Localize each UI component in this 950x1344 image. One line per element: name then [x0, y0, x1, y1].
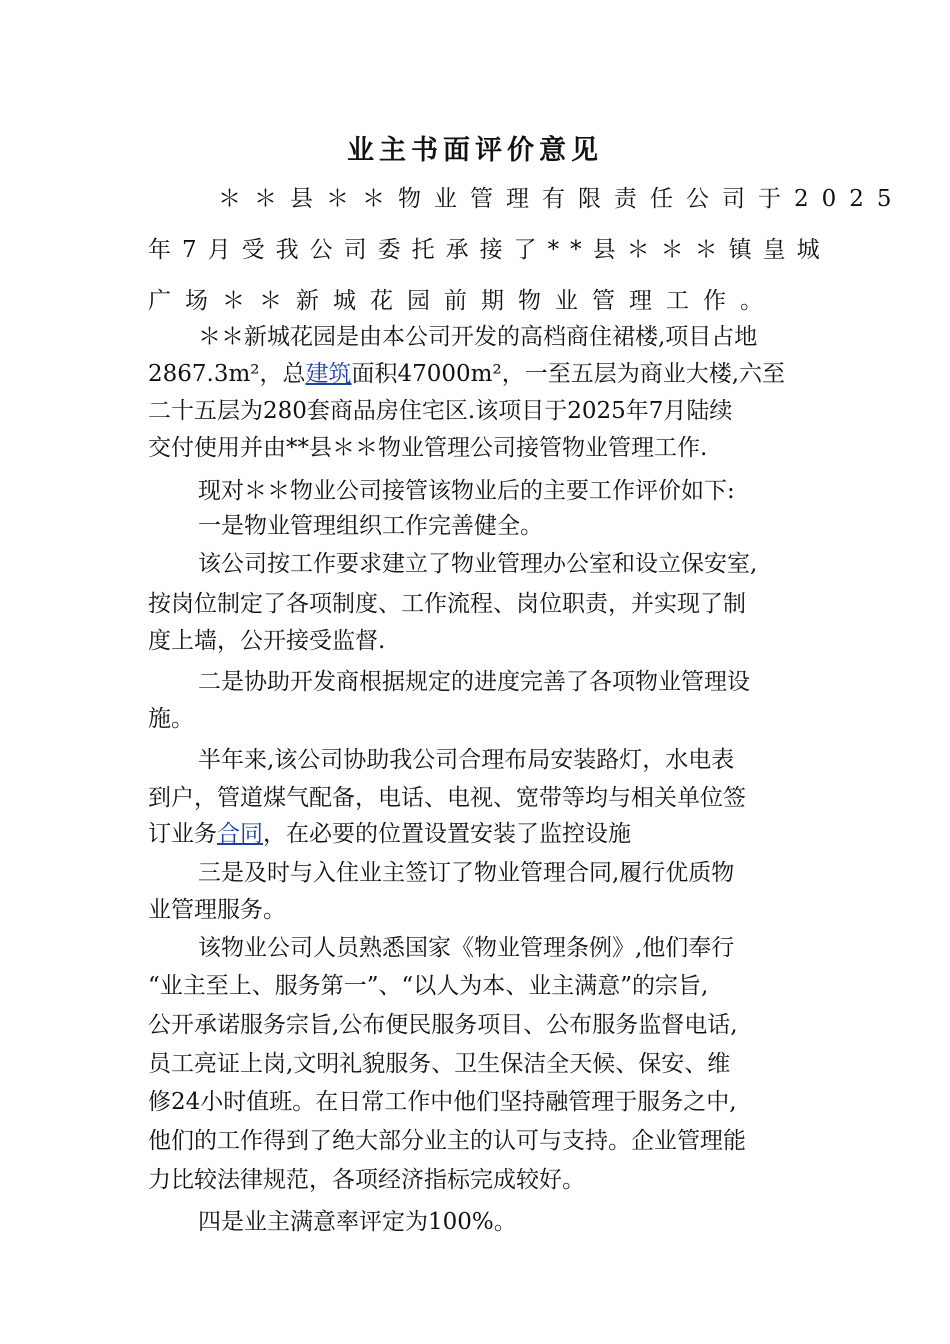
paragraph-8-line-2: 业管理服务。 [148, 897, 286, 923]
paragraph-6-line-2: 施。 [148, 706, 194, 732]
paragraph-9-line-2: “业主至上、服务第一”、“以人为本、业主满意”的宗旨, [148, 973, 709, 999]
link-contract[interactable]: 合同 [217, 821, 263, 847]
paragraph-10: 四是业主满意率评定为100%。 [198, 1209, 517, 1235]
paragraph-9-line-6: 他们的工作得到了绝大部分业主的认可与支持。企业管理能 [148, 1128, 746, 1154]
paragraph-7-line-2: 到户，管道煤气配备，电话、电视、宽带等均与相关单位签 [148, 785, 746, 811]
paragraph-6-line-1: 二是协助开发商根据规定的进度完善了各项物业管理设 [198, 669, 750, 695]
paragraph-7-line-1: 半年来,该公司协助我公司合理布局安装路灯，水电表 [198, 747, 735, 773]
paragraph-9-line-5: 修24小时值班。在日常工作中他们坚持融管理于服务之中, [148, 1089, 737, 1115]
paragraph-2-line-4: 交付使用并由**县＊＊物业管理公司接管物业管理工作. [148, 435, 708, 461]
paragraph-9-line-3: 公开承诺服务宗旨,公布便民服务项目、公布服务监督电话, [148, 1012, 738, 1038]
paragraph-9-line-7: 力比较法律规范，各项经济指标完成较好。 [148, 1167, 585, 1193]
paragraph-1-line-3: 广场＊＊新城花园前期物业管理工作。 [148, 288, 777, 314]
paragraph-7-text-b: ，在必要的位置设置安装了监控设施 [263, 821, 631, 847]
paragraph-1-line-1: ＊＊县＊＊物业管理有限责任公司于2025 [218, 186, 905, 212]
paragraph-8-line-1: 三是及时与入住业主签订了物业管理合同,履行优质物 [198, 860, 735, 886]
paragraph-5-line-1: 该公司按工作要求建立了物业管理办公室和设立保安室, [198, 551, 758, 577]
paragraph-2-line-2 [148, 359, 785, 389]
paragraph-5-line-3: 度上墙，公开接受监督. [148, 628, 386, 654]
paragraph-2-text-b: 面积47000m²，一至五层为商业大楼,六至 [351, 361, 786, 387]
paragraph-9-line-1: 该物业公司人员熟悉国家《物业管理条例》,他们奉行 [198, 935, 735, 961]
paragraph-7-text-a: 订业务 [148, 821, 217, 847]
paragraph-1-line-2: 年7月受我公司委托承接了**县＊＊＊镇皇城 [148, 237, 831, 263]
paragraph-2-line-3: 二十五层为280套商品房住宅区.该项目于2025年7月陆续 [148, 398, 733, 424]
link-building[interactable]: 建筑 [305, 361, 352, 387]
paragraph-2-line-1: ＊＊新城花园是由本公司开发的高档商住裙楼,项目占地 [198, 324, 758, 350]
paragraph-7-line-3 [148, 819, 631, 849]
paragraph-5-line-2: 按岗位制定了各项制度、工作流程、岗位职责，并实现了制 [148, 591, 746, 617]
paragraph-2-text-a: 2867.3m²，总 [148, 361, 306, 387]
paragraph-4: 一是物业管理组织工作完善健全。 [198, 513, 543, 539]
paragraph-3: 现对＊＊物业公司接管该物业后的主要工作评价如下: [198, 478, 735, 504]
paragraph-9-line-4: 员工亮证上岗,文明礼貌服务、卫生保洁全天候、保安、维 [148, 1051, 731, 1077]
document-title: 业主书面评价意见 [347, 135, 603, 166]
